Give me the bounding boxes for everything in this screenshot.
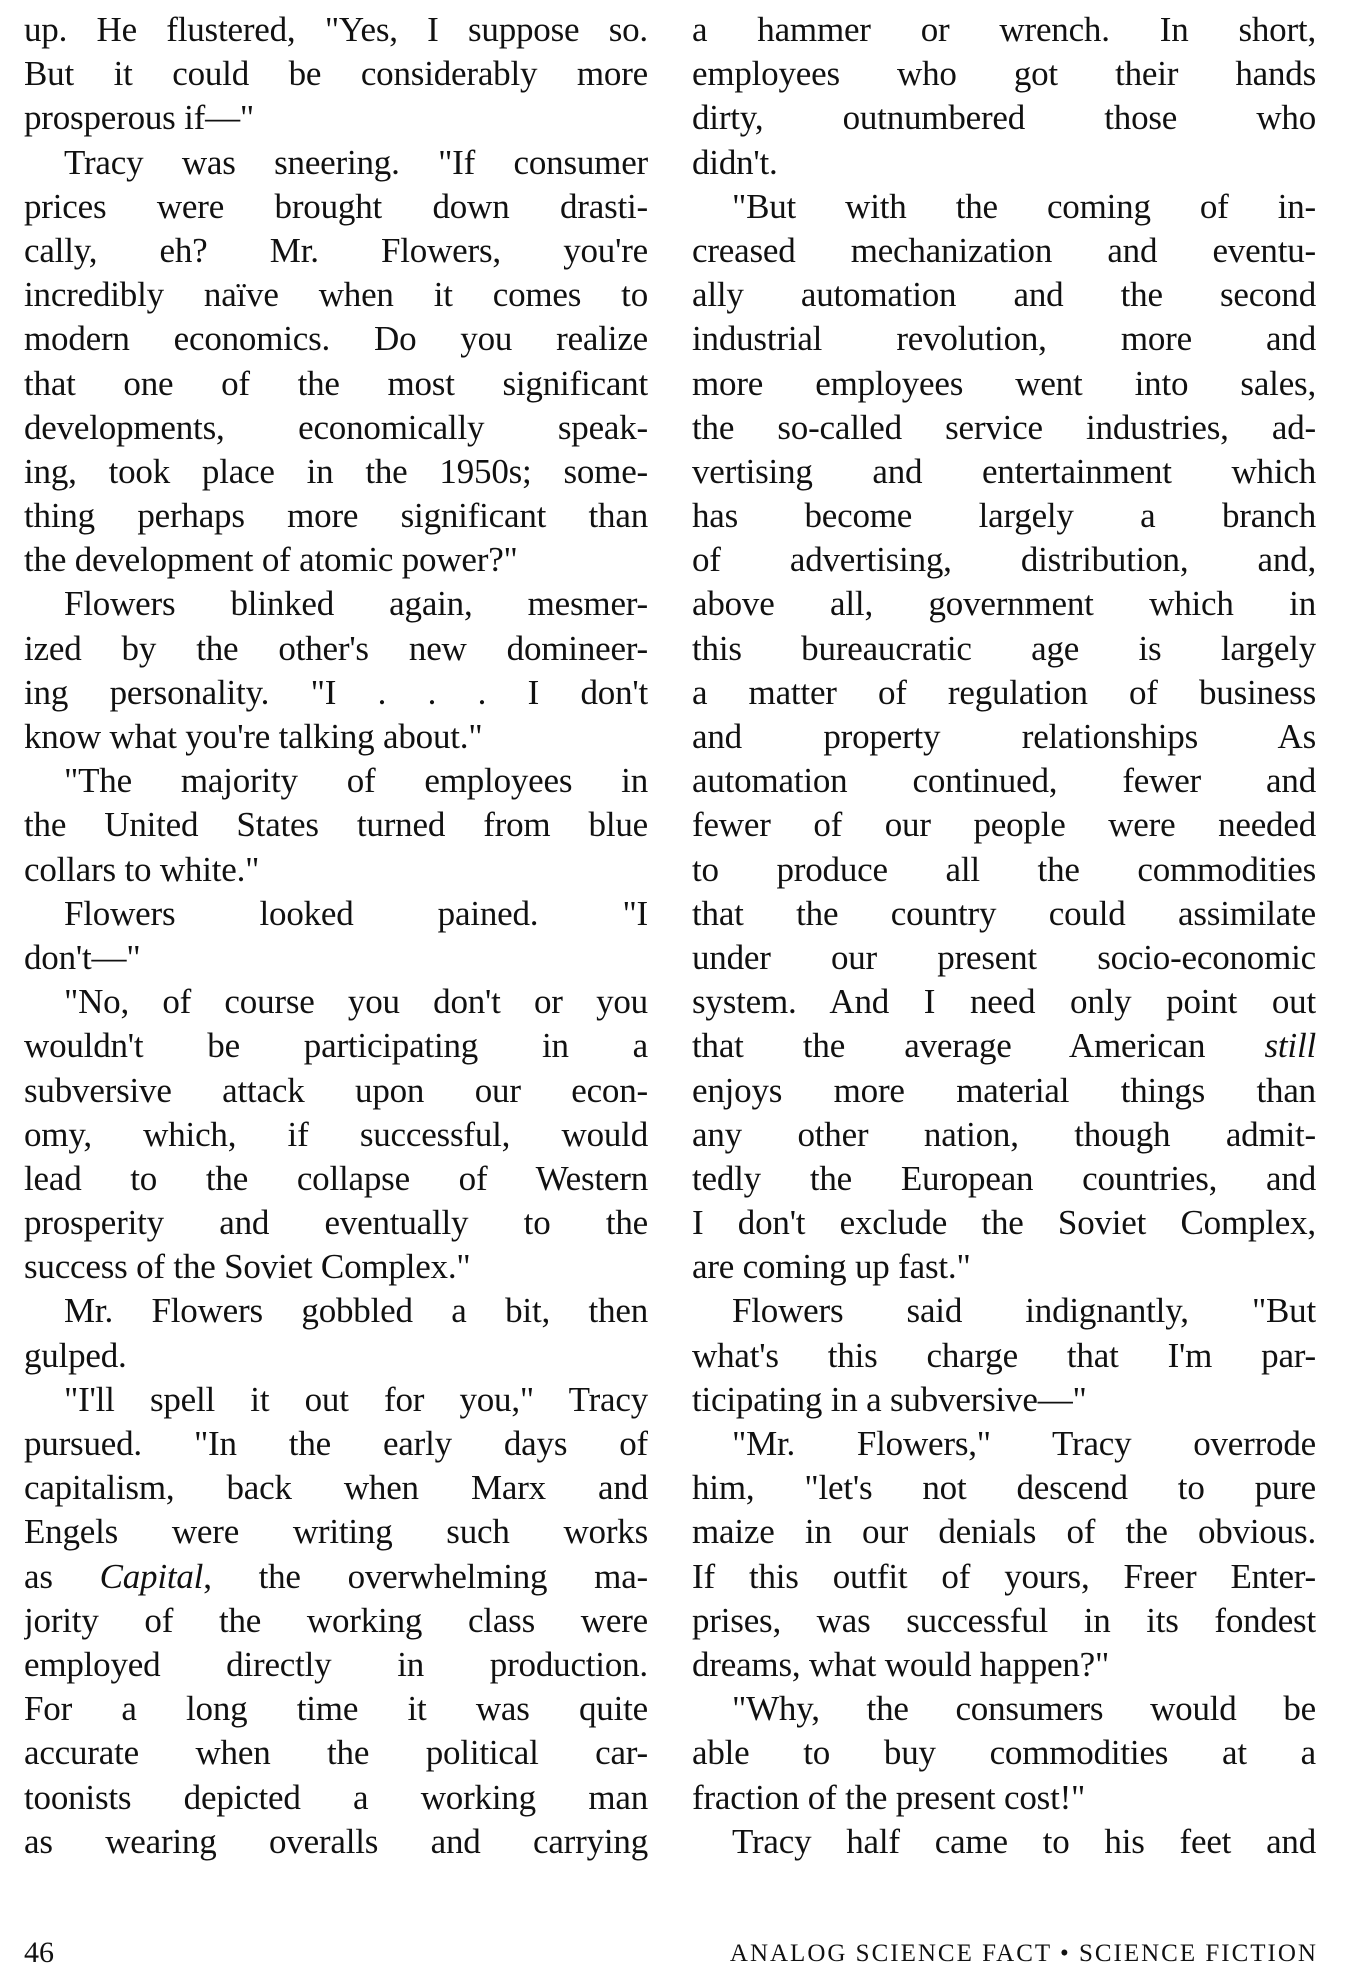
text-segment: as wearing overalls and carrying bbox=[24, 1821, 648, 1861]
text-line bbox=[692, 1378, 1316, 1422]
text-line bbox=[692, 1510, 1316, 1554]
text-line bbox=[24, 1334, 648, 1378]
text-segment: up. He flustered, "Yes, I suppose so. bbox=[24, 10, 648, 49]
text-segment: prosperous if—" bbox=[24, 98, 255, 138]
text-line bbox=[692, 450, 1316, 494]
text-segment: omy, which, if successful, would bbox=[24, 1114, 648, 1154]
text-segment: employed directly in production. bbox=[24, 1644, 648, 1684]
text-segment: that one of the most significant bbox=[24, 363, 648, 403]
text-segment: accurate when the political car- bbox=[24, 1733, 648, 1773]
text-segment: "No, of course you don't or you bbox=[64, 982, 648, 1022]
text-segment: toonists depicted a working man bbox=[24, 1777, 648, 1817]
text-line bbox=[692, 715, 1316, 759]
text-line bbox=[24, 538, 648, 582]
text-segment: ized by the other's new domineer- bbox=[24, 628, 648, 668]
text-segment: fraction of the present cost!" bbox=[692, 1777, 1086, 1817]
text-segment: of advertising, distribution, and, bbox=[692, 540, 1316, 580]
text-segment: Flowers said indignantly, "But bbox=[732, 1291, 1316, 1331]
text-line bbox=[24, 715, 648, 759]
text-line bbox=[24, 1422, 648, 1466]
text-line bbox=[24, 892, 648, 936]
text-segment: a hammer or wrench. In short, bbox=[692, 10, 1316, 49]
text-segment: enjoys more material things than bbox=[692, 1070, 1316, 1110]
text-line bbox=[24, 1245, 648, 1289]
text-line bbox=[24, 1510, 648, 1554]
text-line bbox=[24, 582, 648, 626]
text-line bbox=[24, 273, 648, 317]
text-segment: are coming up fast." bbox=[692, 1247, 971, 1287]
text-segment: prises, was successful in its fondest bbox=[692, 1600, 1316, 1640]
text-line bbox=[692, 936, 1316, 980]
text-segment: any other nation, though admit- bbox=[692, 1114, 1316, 1154]
text-segment: didn't. bbox=[692, 142, 778, 182]
text-segment: vertising and entertainment which bbox=[692, 451, 1316, 491]
text-line bbox=[24, 1157, 648, 1201]
text-line bbox=[24, 1466, 648, 1510]
text-line bbox=[692, 8, 1316, 52]
text-line bbox=[692, 1069, 1316, 1113]
text-segment: don't—" bbox=[24, 937, 141, 977]
text-segment: gulped. bbox=[24, 1335, 127, 1375]
text-line bbox=[692, 1731, 1316, 1775]
text-segment: thing perhaps more significant than bbox=[24, 496, 648, 536]
text-line bbox=[24, 803, 648, 847]
text-segment: wouldn't be participating in a bbox=[24, 1026, 648, 1066]
text-line bbox=[692, 52, 1316, 96]
text-segment: "I'll spell it out for you," Tracy bbox=[64, 1379, 648, 1419]
text-line bbox=[24, 627, 648, 671]
text-line bbox=[24, 1599, 648, 1643]
text-segment: pursued. "In the early days of bbox=[24, 1424, 648, 1463]
text-line bbox=[692, 1466, 1316, 1510]
italic-text: still bbox=[1264, 1026, 1316, 1066]
text-line bbox=[24, 1201, 648, 1245]
text-line bbox=[692, 185, 1316, 229]
text-line bbox=[692, 406, 1316, 450]
text-segment: the United States turned from blue bbox=[24, 805, 648, 845]
text-line bbox=[692, 1334, 1316, 1378]
text-segment: dreams, what would happen?" bbox=[692, 1644, 1110, 1684]
text-line bbox=[692, 1687, 1316, 1731]
text-segment: capitalism, back when Marx and bbox=[24, 1468, 648, 1508]
text-line bbox=[692, 1024, 1316, 1068]
text-segment: the so-called service industries, ad- bbox=[692, 407, 1316, 447]
text-segment: him, "let's not descend to pure bbox=[692, 1468, 1316, 1508]
text-segment: that the average American bbox=[692, 1026, 1265, 1066]
text-segment: under our present socio-economic bbox=[692, 937, 1316, 977]
text-line bbox=[692, 1113, 1316, 1157]
text-segment: system. And I need only point out bbox=[692, 982, 1316, 1022]
text-line bbox=[692, 494, 1316, 538]
text-line bbox=[692, 582, 1316, 626]
text-line bbox=[24, 1024, 648, 1068]
text-segment: what's this charge that I'm par- bbox=[692, 1335, 1316, 1375]
text-segment: I don't exclude the Soviet Complex, bbox=[692, 1203, 1316, 1243]
text-segment: tedly the European countries, and bbox=[692, 1158, 1316, 1198]
text-line bbox=[24, 362, 648, 406]
text-segment: has become largely a branch bbox=[692, 496, 1316, 536]
text-segment: to produce all the commodities bbox=[692, 849, 1316, 889]
text-line bbox=[24, 848, 648, 892]
text-line bbox=[24, 450, 648, 494]
text-line bbox=[24, 1378, 648, 1422]
page-number: 46 bbox=[24, 1936, 54, 1969]
text-line bbox=[692, 627, 1316, 671]
text-segment: fewer of our people were needed bbox=[692, 805, 1316, 845]
text-column-left bbox=[24, 8, 648, 1864]
text-segment: Flowers blinked again, mesmer- bbox=[64, 584, 648, 624]
page-footer bbox=[24, 1936, 1318, 1980]
text-segment: more employees went into sales, bbox=[692, 363, 1316, 403]
text-line bbox=[24, 406, 648, 450]
text-segment: "Mr. Flowers," Tracy overrode bbox=[732, 1424, 1316, 1463]
text-segment: modern economics. Do you realize bbox=[24, 319, 648, 359]
text-column-right bbox=[692, 8, 1316, 1864]
text-line bbox=[692, 1820, 1316, 1864]
text-segment: Flowers looked pained. "I bbox=[64, 893, 648, 933]
text-segment: ally automation and the second bbox=[692, 275, 1316, 315]
text-line bbox=[692, 1201, 1316, 1245]
text-line bbox=[24, 52, 648, 96]
text-line bbox=[24, 8, 648, 52]
text-line bbox=[24, 1113, 648, 1157]
text-segment: , the overwhelming ma- bbox=[203, 1556, 648, 1596]
italic-text: Capital bbox=[99, 1556, 204, 1596]
text-segment: If this outfit of yours, Freer Enter- bbox=[692, 1556, 1316, 1596]
text-segment: For a long time it was quite bbox=[24, 1689, 648, 1729]
text-segment: prices were brought down drasti- bbox=[24, 186, 648, 226]
text-segment: automation continued, fewer and bbox=[692, 761, 1316, 801]
text-line bbox=[24, 317, 648, 361]
text-segment: developments, economically speak- bbox=[24, 407, 648, 447]
text-line bbox=[692, 1422, 1316, 1466]
text-line bbox=[692, 759, 1316, 803]
text-line bbox=[692, 229, 1316, 273]
text-line bbox=[24, 1820, 648, 1864]
text-segment: "The majority of employees in bbox=[64, 761, 648, 801]
text-line bbox=[24, 1289, 648, 1333]
text-line bbox=[24, 185, 648, 229]
text-line bbox=[692, 1555, 1316, 1599]
text-segment: lead to the collapse of Western bbox=[24, 1158, 648, 1198]
text-line bbox=[692, 273, 1316, 317]
text-line bbox=[692, 96, 1316, 140]
text-line bbox=[692, 1599, 1316, 1643]
text-segment: "But with the coming of in- bbox=[732, 186, 1316, 226]
text-segment: the development of atomic power?" bbox=[24, 540, 518, 580]
text-segment: jority of the working class were bbox=[24, 1600, 648, 1640]
text-line bbox=[692, 538, 1316, 582]
text-line bbox=[692, 892, 1316, 936]
text-segment: success of the Soviet Complex." bbox=[24, 1247, 471, 1287]
text-segment: dirty, outnumbered those who bbox=[692, 98, 1316, 138]
text-line bbox=[692, 980, 1316, 1024]
running-head: ANALOG SCIENCE FACT • SCIENCE FICTION bbox=[729, 1940, 1318, 1967]
text-segment: Mr. Flowers gobbled a bit, then bbox=[64, 1291, 648, 1331]
text-line bbox=[24, 1555, 648, 1599]
text-segment: But it could be considerably more bbox=[24, 54, 648, 94]
text-segment: this bureaucratic age is largely bbox=[692, 628, 1316, 668]
text-line bbox=[24, 1069, 648, 1113]
text-line bbox=[692, 848, 1316, 892]
text-segment: "Why, the consumers would be bbox=[732, 1689, 1316, 1729]
text-line bbox=[24, 229, 648, 273]
text-line bbox=[692, 803, 1316, 847]
text-line bbox=[24, 494, 648, 538]
text-line bbox=[692, 1289, 1316, 1333]
text-segment: cally, eh? Mr. Flowers, you're bbox=[24, 230, 648, 270]
text-segment: above all, government which in bbox=[692, 584, 1316, 624]
text-segment: employees who got their hands bbox=[692, 54, 1316, 94]
text-segment: that the country could assimilate bbox=[692, 893, 1316, 933]
text-line bbox=[24, 671, 648, 715]
text-line bbox=[692, 671, 1316, 715]
text-line bbox=[24, 936, 648, 980]
text-line bbox=[24, 980, 648, 1024]
text-line bbox=[692, 141, 1316, 185]
text-segment: Tracy was sneering. "If consumer bbox=[64, 142, 648, 182]
text-segment: ing, took place in the 1950s; some- bbox=[24, 451, 648, 491]
text-segment: Engels were writing such works bbox=[24, 1512, 648, 1552]
text-line bbox=[24, 1687, 648, 1731]
text-segment: ticipating in a subversive—" bbox=[692, 1379, 1087, 1419]
text-line bbox=[692, 1245, 1316, 1289]
text-segment: creased mechanization and eventu- bbox=[692, 230, 1316, 270]
text-segment: know what you're talking about." bbox=[24, 717, 483, 756]
text-segment: incredibly naïve when it comes to bbox=[24, 275, 648, 315]
text-segment: collars to white." bbox=[24, 849, 260, 889]
text-line bbox=[692, 1643, 1316, 1687]
text-line bbox=[692, 362, 1316, 406]
text-line bbox=[24, 141, 648, 185]
text-segment: a matter of regulation of business bbox=[692, 672, 1316, 712]
text-line bbox=[24, 759, 648, 803]
text-segment: ing personality. "I . . . I don't bbox=[24, 672, 648, 712]
text-segment: prosperity and eventually to the bbox=[24, 1203, 648, 1243]
text-line bbox=[24, 1643, 648, 1687]
text-line bbox=[692, 1157, 1316, 1201]
text-line bbox=[24, 96, 648, 140]
text-segment: as bbox=[24, 1556, 100, 1596]
text-segment: subversive attack upon our econ- bbox=[24, 1070, 648, 1110]
text-segment: and property relationships As bbox=[692, 717, 1316, 756]
text-segment: Tracy half came to his feet and bbox=[732, 1821, 1316, 1861]
text-segment: industrial revolution, more and bbox=[692, 319, 1316, 359]
text-line bbox=[24, 1776, 648, 1820]
text-line bbox=[692, 317, 1316, 361]
text-segment: maize in our denials of the obvious. bbox=[692, 1512, 1316, 1552]
text-segment: able to buy commodities at a bbox=[692, 1733, 1316, 1773]
text-line bbox=[24, 1731, 648, 1775]
text-line bbox=[692, 1776, 1316, 1820]
